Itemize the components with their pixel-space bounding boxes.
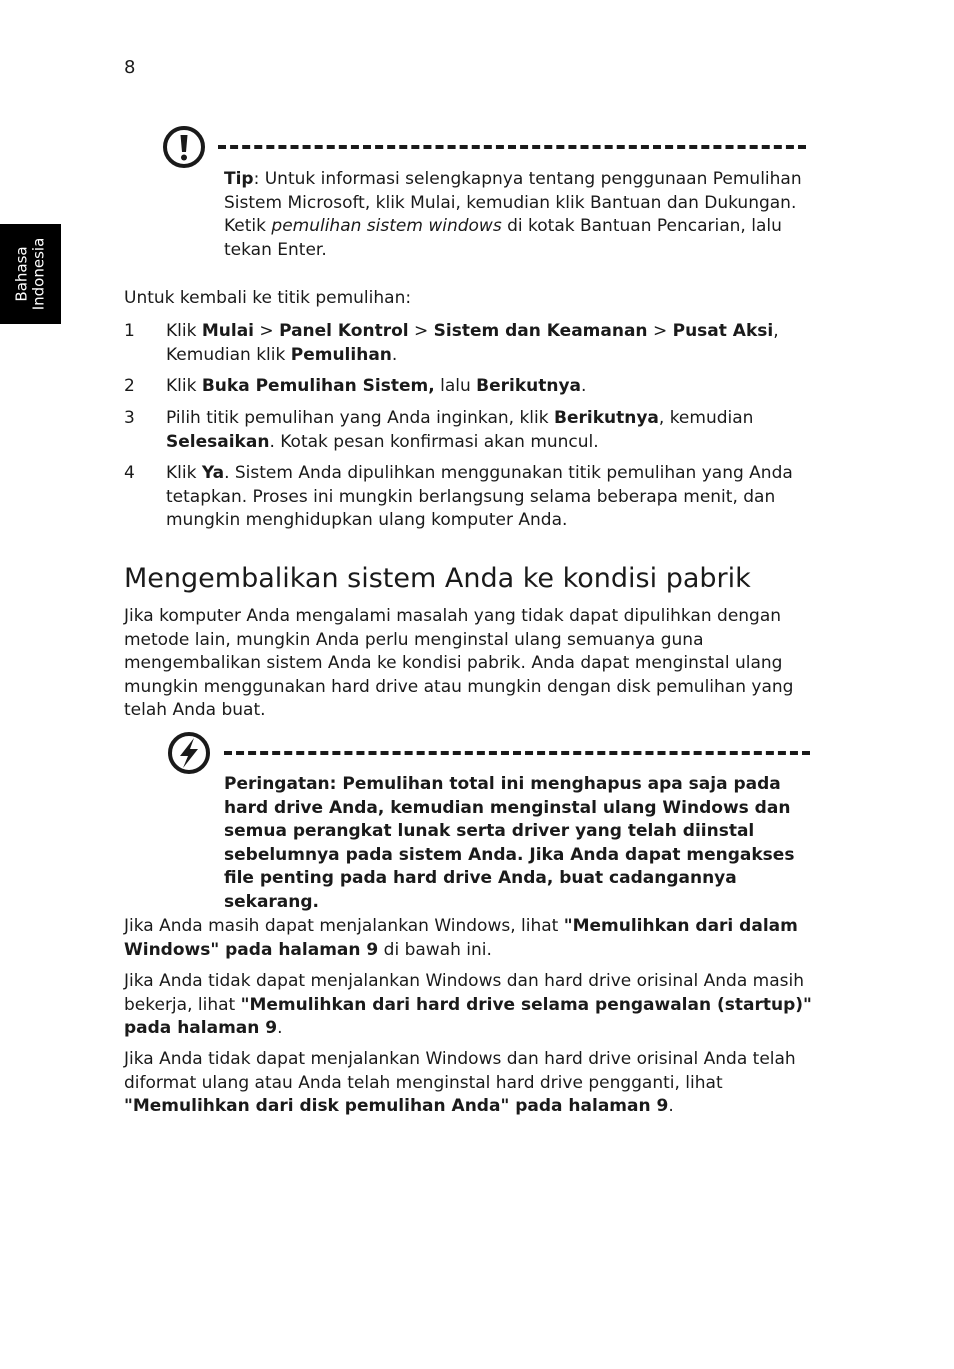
paragraph-hard-drive: Jika Anda tidak dapat menjalankan Windows dan hard drive orisinal Anda masih bekerja, lihat "Memulihkan dari hard drive selama pengawalan (startup)" pada halaman 9. <box>124 971 812 1038</box>
steps-intro: Untuk kembali ke titik pemulihan: <box>124 288 412 308</box>
step-3 <box>124 407 814 454</box>
step-text: Pilih titik pemulihan yang Anda inginkan, klik Berikutnya, kemudian Selesaikan. Kotak pesan konfirmasi akan muncul. <box>166 408 754 452</box>
tip-text: Tip: Untuk informasi selengkapnya tentang penggunaan Pemulihan Sistem Microsoft, klik Mulai, kemudian klik Bantuan dan Dukungan. Ketik pemulihan sistem windows di kotak Bantuan Pencarian, lalu tekan Enter. <box>224 169 802 260</box>
section-heading: Mengembalikan sistem Anda ke kondisi pabrik <box>124 563 751 594</box>
step-number: 3 <box>124 408 135 428</box>
side-tab-line1: Bahasa <box>12 246 31 302</box>
warning-lightning-icon <box>167 731 211 775</box>
paragraph-windows: Jika Anda masih dapat menjalankan Windows, lihat "Memulihkan dari dalam Windows" pada halaman 9 di bawah ini. <box>124 916 798 960</box>
step-number: 2 <box>124 376 135 396</box>
side-tab-line2: Indonesia <box>29 237 48 311</box>
tip-italic-term: pemulihan sistem windows <box>271 216 502 236</box>
side-tab-label <box>14 238 48 311</box>
warning-text: Peringatan: Pemulihan total ini menghapus apa saja pada hard drive Anda, kemudian menginstal ulang Windows dan semua perangkat lunak serta driver yang telah diinstal sebelumnya pada sistem Anda. Jika Anda dapat mengakses file penting pada hard drive Anda, buat cadangannya sekarang. <box>224 774 795 912</box>
language-side-tab <box>0 224 61 324</box>
step-2 <box>124 375 814 399</box>
step-text: Klik Ya. Sistem Anda dipulihkan menggunakan titik pemulihan yang Anda tetapkan. Proses ini mungkin berlangsung selama beberapa menit, dan mungkin menghidupkan ulang komputer Anda. <box>166 463 793 530</box>
step-number: 4 <box>124 463 135 483</box>
tip-divider <box>218 145 806 149</box>
cross-reference: "Memulihkan dari dalam Windows" pada halaman 9 <box>124 916 798 960</box>
paragraph-disk: Jika Anda tidak dapat menjalankan Windows dan hard drive orisinal Anda telah diformat ulang atau Anda telah menginstal hard drive pengganti, lihat "Memulihkan dari disk pemulihan Anda" pada halaman 9. <box>124 1049 796 1116</box>
exclamation-icon <box>162 125 206 169</box>
cross-reference: "Memulihkan dari hard drive selama pengawalan (startup)" pada halaman 9 <box>124 994 812 1038</box>
step-4 <box>124 462 814 533</box>
warning-divider <box>224 751 810 755</box>
tip-label: Tip <box>224 169 254 189</box>
intro-paragraph: Jika komputer Anda mengalami masalah yang tidak dapat dipulihkan dengan metode lain, mungkin Anda perlu menginstal ulang semuanya guna mengembalikan sistem Anda ke kondisi pabrik. Anda dapat menginstal ulang mungkin menggunakan hard drive atau mungkin dengan disk pemulihan yang telah Anda buat. <box>124 606 794 720</box>
step-1 <box>124 320 814 367</box>
step-number: 1 <box>124 321 135 341</box>
cross-reference: "Memulihkan dari disk pemulihan Anda" pada halaman 9 <box>124 1096 669 1116</box>
step-text: Klik Mulai > Panel Kontrol > Sistem dan Keamanan > Pusat Aksi, Kemudian klik Pemulihan. <box>166 321 779 365</box>
page-number: 8 <box>124 57 136 78</box>
step-text: Klik Buka Pemulihan Sistem, lalu Berikutnya. <box>166 376 587 396</box>
